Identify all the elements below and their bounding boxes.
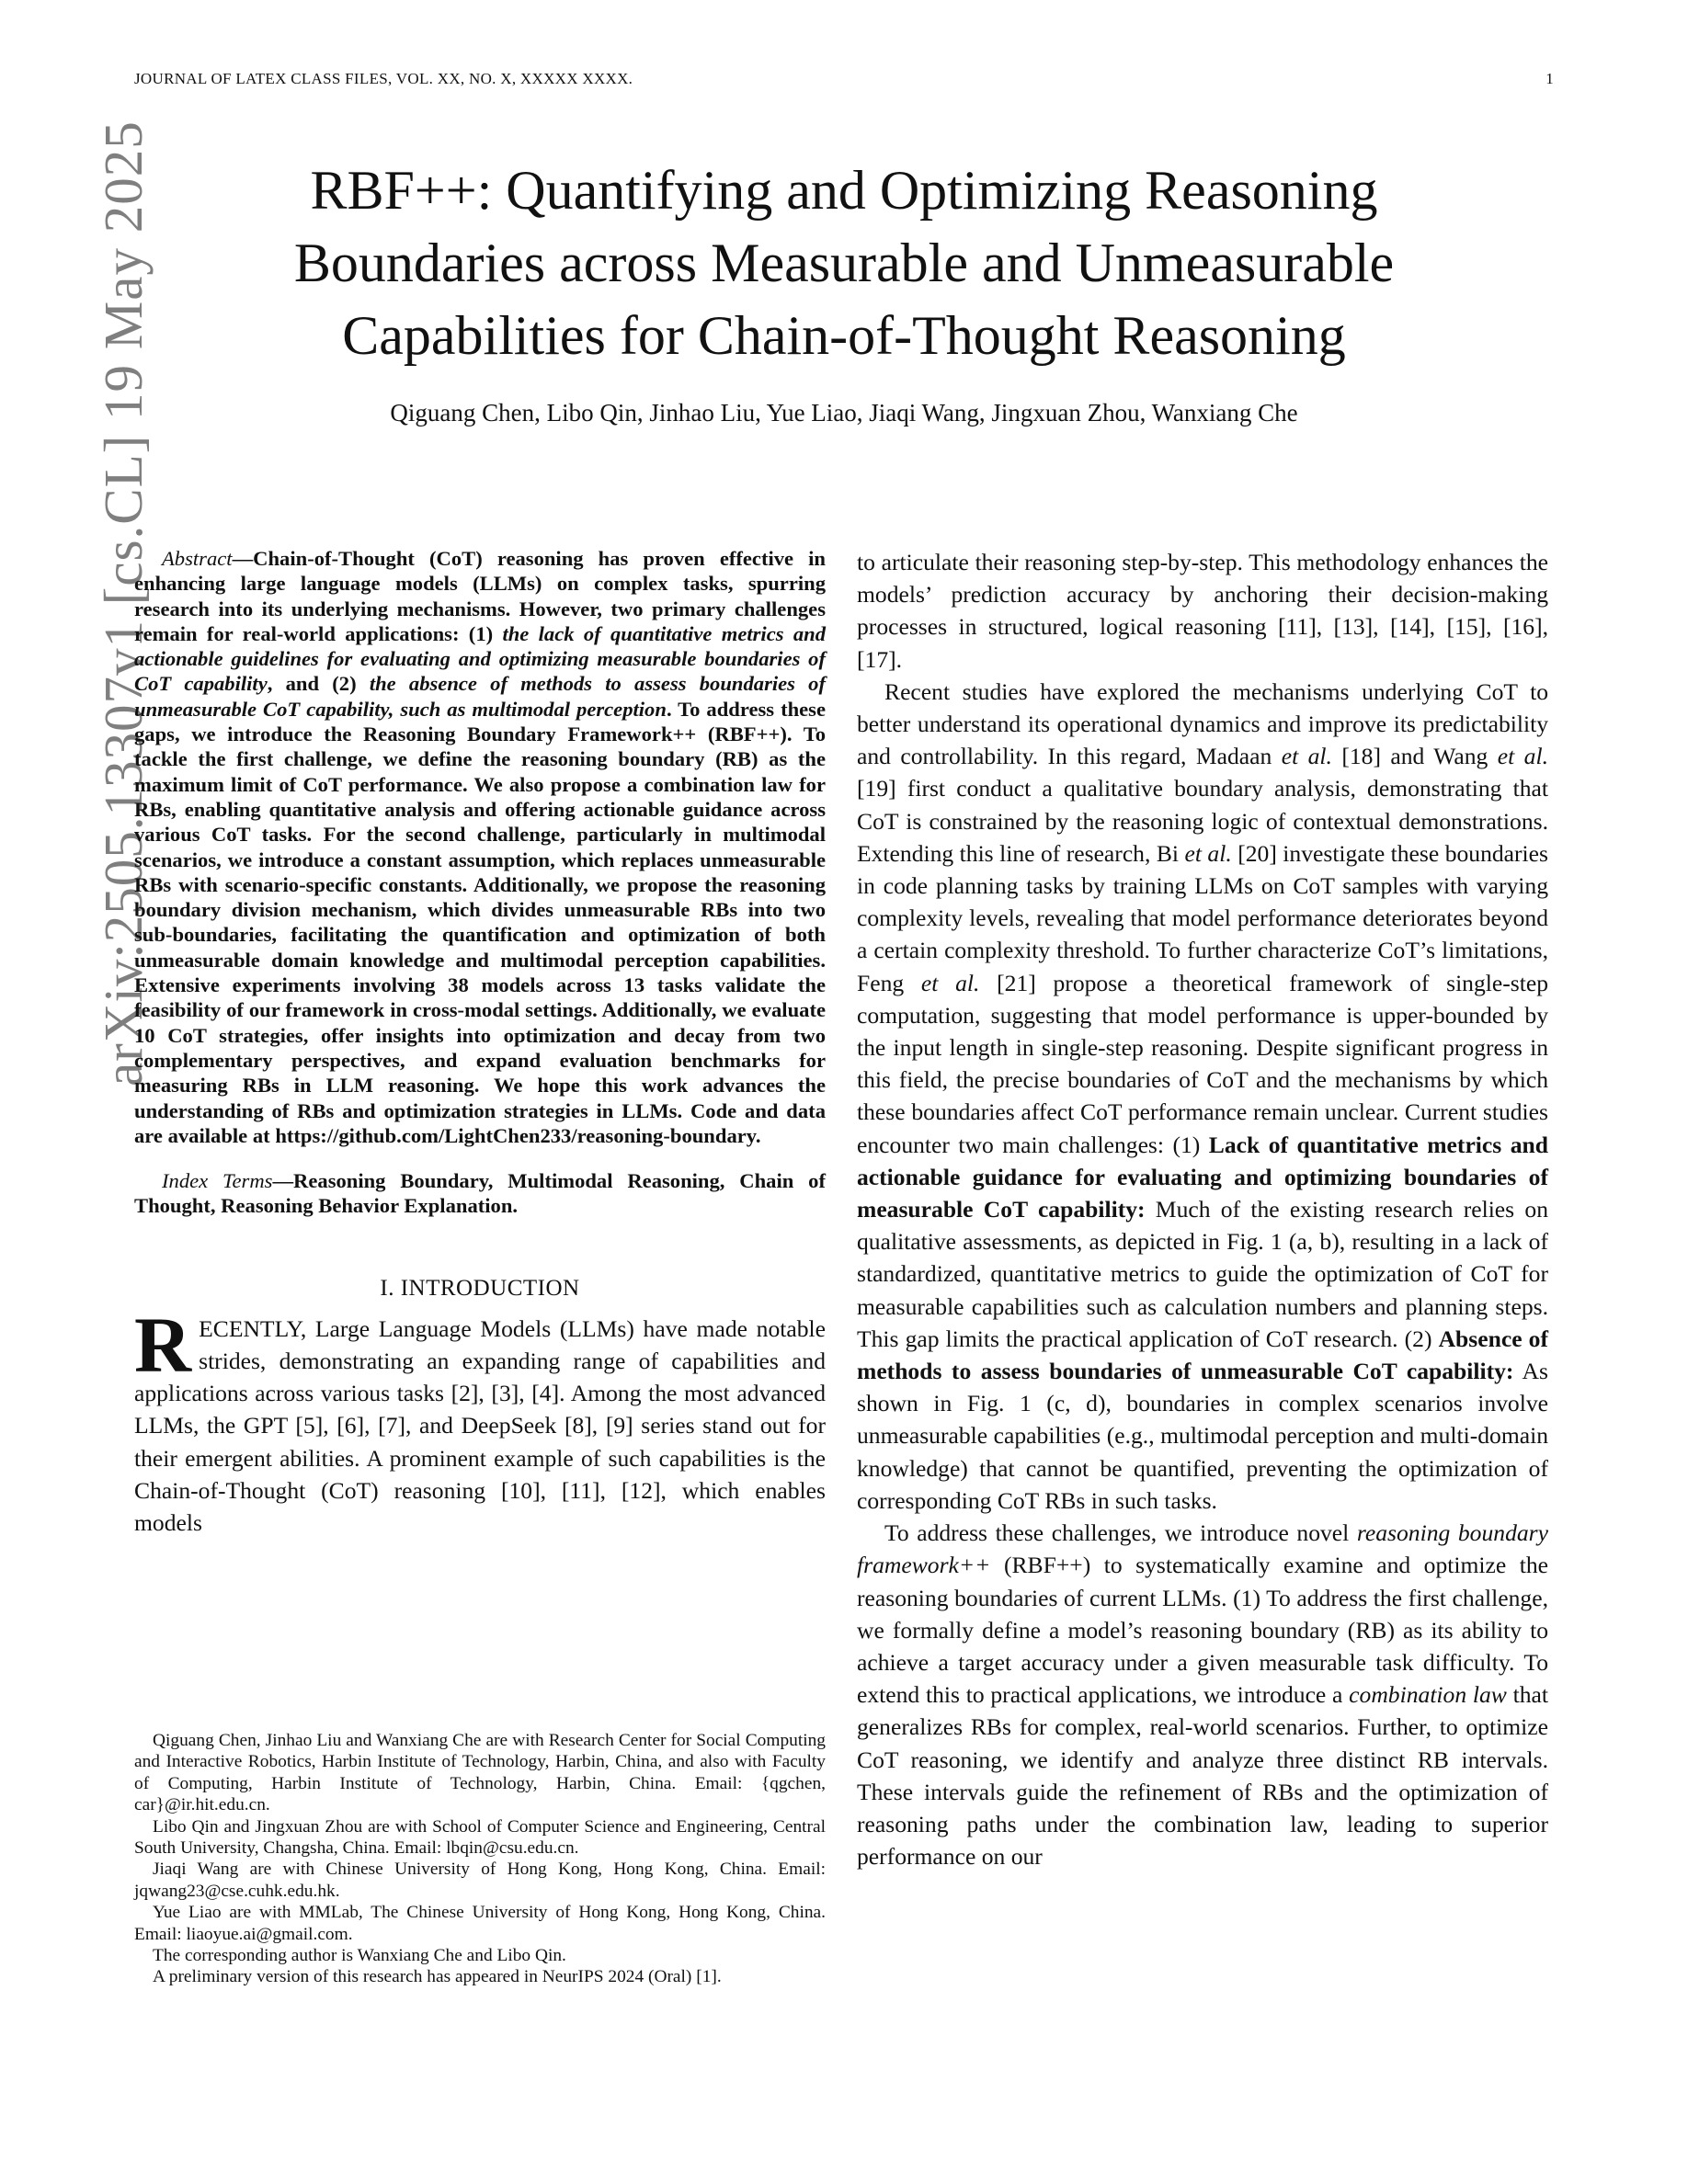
running-header (134, 70, 1554, 94)
right-column (857, 546, 1548, 1872)
body-paragraph: to articulate their reasoning step-by-step. This methodology enhances the models’ prediction accuracy by anchoring their decision-making processes in structured, logical reasoning [11], [13], [14], [15], [16], [17]. (857, 549, 1548, 673)
paper-title (129, 154, 1559, 372)
title-line-3: Capabilities for Chain-of-Thought Reasoning (342, 305, 1346, 366)
challenge-1-highlight: Lack of quantitative metrics and actionable guidance for evaluating and optimizing boundaries of measurable CoT capability: (857, 1131, 1548, 1223)
title-line-1: RBF++: Quantifying and Optimizing Reasoning (310, 160, 1378, 221)
section-heading-introduction: I. INTRODUCTION (380, 1275, 580, 1301)
title-line-2: Boundaries across Measurable and Unmeasurable (293, 233, 1395, 293)
page-number: 1 (1545, 70, 1554, 87)
footnote: Libo Qin and Jingxuan Zhou are with School of Computer Science and Engineering, Central South University, Changsha, China. Email: lbqin@csu.edu.cn. (134, 1816, 826, 1859)
footnote: Yue Liao are with MMLab, The Chinese University of Hong Kong, Hong Kong, China. Email: liaoyue.ai@gmail.com. (134, 1903, 826, 1944)
index-terms: Index Terms—Reasoning Boundary, Multimodal Reasoning, Chain of Thought, Reasoning Behavior Explanation. (134, 1169, 826, 1218)
footnote: A preliminary version of this research has appeared in NeurIPS 2024 (Oral) [1]. (153, 1967, 722, 1987)
drop-cap: R (134, 1300, 192, 1389)
author-footnotes (134, 1730, 826, 1988)
index-terms-label: Index Terms (162, 1169, 273, 1193)
journal-name: JOURNAL OF LATEX CLASS FILES, VOL. XX, NO. X, XXXXX XXXX. (134, 70, 633, 87)
footnote: Qiguang Chen, Jinhao Liu and Wanxiang Che are with Research Center for Social Computing and Interactive Robotics, Harbin Institute of Technology, Harbin, China, and also with Faculty of Computing, Harbin Institute of Technology, Harbin, China. Email: {qgchen, car}@ir.hit.edu.cn. (134, 1731, 826, 1815)
body-paragraph: To address these challenges, we introduce novel reasoning boundary framework++ (RBF++) to systematically examine and optimize the reasoning boundaries of current LLMs. (1) To address the first challenge, we formally define a model’s reasoning boundary (RB) as its ability to achieve a target accuracy under a given measurable task difficulty. To extend this to practical applications, we introduce a combination law that generalizes RBs for complex, real-world scenarios. Further, to optimize CoT reasoning, we identify and analyze three distinct RB intervals. These intervals guide the refinement of RBs and the optimization of reasoning paths under the combination law, leading to superior performance on our (857, 1519, 1549, 1871)
challenge-2-highlight: Absence of methods to assess boundaries of unmeasurable CoT capability: (857, 1325, 1548, 1385)
body-paragraph: Recent studies have explored the mechanisms underlying CoT to better understand its operational dynamics and improve its predictability and controllability. In this regard, Madaan et al. [18] and Wang et al. [19] first conduct a qualitative boundary analysis, demonstrating that CoT is constrained by the reasoning logic of contextual demonstrations. Extending this line of research, Bi et al. [20] investigate these boundaries in code planning tasks by training LLMs on CoT samples with varying complexity levels, revealing that model performance deteriorates beyond a certain complexity threshold. To further characterize CoT’s limitations, Feng et al. [21] propose a theoretical framework of single-step computation, suggesting that model performance is upper-bounded by the input length in single-step reasoning. Despite significant progress in this field, the precise boundaries of CoT and the mechanisms by which these boundaries affect CoT performance remain unclear. Current studies encounter two main challenges: (1) Lack of quantitative metrics and actionable guidance for evaluating and optimizing boundaries of measurable CoT capability: Much of the existing research relies on qualitative assessments, as depicted in Fig. 1 (a, b), resulting in a lack of standardized, quantitative metrics to guide the optimization of CoT for measurable capabilities such as calculation numbers and planning steps. This gap limits the practical application of CoT research. (2) Absence of methods to assess boundaries of unmeasurable CoT capability: As shown in Fig. 1 (c, d), boundaries in complex scenarios involve unmeasurable capabilities (e.g., multimodal perception and multi-domain knowledge) that cannot be quantified, preventing the optimization of corresponding CoT RBs in such tasks. (857, 677, 1548, 1514)
arxiv-identifier-stamp: arXiv:2505.13307v1 [cs.CL] 19 May 2025 (93, 120, 154, 1086)
author-list: Qiguang Chen, Libo Qin, Jinhao Liu, Yue Liao, Jiaqi Wang, Jingxuan Zhou, Wanxiang Che (390, 399, 1298, 427)
introduction-paragraph: RECENTLY, Large Language Models (LLMs) have made notable strides, demonstrating an expanding range of capabilities and applications across various tasks [2], [3], [4]. Among the most advanced LLMs, the GPT [5], [6], [7], and DeepSeek [8], [9] series stand out for their emergent abilities. A prominent example of such capabilities is the Chain-of-Thought (CoT) reasoning [10], [11], [12], which enables models (134, 1300, 826, 1536)
footnote: The corresponding author is Wanxiang Che and Libo Qin. (153, 1946, 566, 1966)
footnote: Jiaqi Wang are with Chinese University of Hong Kong, Hong Kong, China. Email: jqwang23@cse.cuhk.edu.hk. (134, 1860, 826, 1901)
abstract: Abstract—Chain-of-Thought (CoT) reasoning has proven effective in enhancing large language models (LLMs) on complex tasks, spurring research into its underlying mechanisms. However, two primary challenges remain for real-world applications: (1) the lack of quantitative metrics and actionable guidelines for evaluating and optimizing measurable boundaries of CoT capability, and (2) the absence of methods to assess boundaries of unmeasurable CoT capability, such as multimodal perception. To address these gaps, we introduce the Reasoning Boundary Framework++ (RBF++). To tackle the first challenge, we define the reasoning boundary (RB) as the maximum limit of CoT performance. We also propose a combination law for RBs, enabling quantitative analysis and offering actionable guidance across various CoT tasks. For the second challenge, particularly in multimodal scenarios, we introduce a constant assumption, which replaces unmeasurable RBs with scenario-specific constants. Additionally, we propose the reasoning boundary division mechanism, which divides unmeasurable RBs into two sub-boundaries, facilitating the quantification and optimization of both unmeasurable domain knowledge and multimodal perception capabilities. Extensive experiments involving 38 models across 13 tasks validate the feasibility of our framework in cross-modal settings. Additionally, we evaluate 10 CoT strategies, offer insights into optimization and decay from two complementary perspectives, and expand evaluation benchmarks for measuring RBs in LLM reasoning. We hope this work advances the understanding of RBs and optimization strategies in LLMs. Code and data are available at https://github.com/LightChen233/reasoning-boundary. (134, 547, 827, 1147)
abstract-label: Abstract (162, 547, 233, 570)
left-column (134, 546, 826, 1539)
